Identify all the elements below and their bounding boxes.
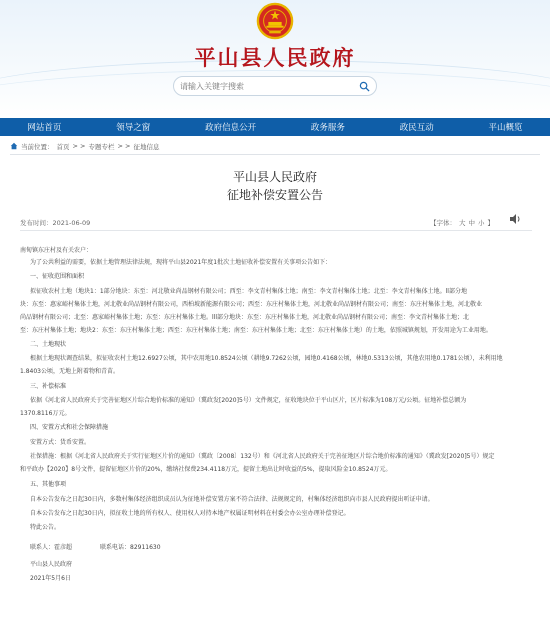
nav-item-overview[interactable]: 平山概览 <box>488 123 523 133</box>
breadcrumb-home[interactable]: 首页 <box>56 142 70 151</box>
section-heading: 二、土地现状 <box>30 341 67 348</box>
divider <box>20 230 532 231</box>
contact-phone: 联系电话：82911630 <box>100 544 161 551</box>
paragraph: 和平政办【2020】8号文件，提留征地区片价的20%，缴纳社保费234.4118万元，提留土地出让时收益的5%，提取风险金10.8524万元。 <box>20 466 392 473</box>
publish-date-label: 发布时间： <box>20 219 53 227</box>
paragraph: 为了公共利益的需要，依据土地管理法律法规，现将平山县2021年度1批次土地征收补偿安置有关事项公告如下： <box>30 259 332 266</box>
section-heading: 五、其他事项 <box>30 481 67 488</box>
paragraph: 1370.8116万元。 <box>20 410 71 417</box>
section-heading: 四、安置方式和社会保障措施 <box>30 424 109 431</box>
home-icon <box>10 142 18 150</box>
search-box[interactable] <box>173 76 377 96</box>
font-size-medium[interactable]: 中 <box>468 219 475 227</box>
paragraph: 安置方式：货币安置。 <box>30 439 91 446</box>
font-size-close: 】 <box>487 219 494 227</box>
paragraph: 块：东至：惠家峪村集体土地，河北敬业尚品钢材有限公司，西柏坡新能源有限公司；西至：东庄村集体土地，河北敬业尚品钢材有限公司；南至：东庄村集体土地，河北敬业 <box>20 301 483 308</box>
paragraph: 1.8403公顷，无地上附着物和青苗。 <box>20 368 119 375</box>
speaker-icon[interactable] <box>508 212 522 226</box>
nav-item-services[interactable]: 政务服务 <box>310 123 345 133</box>
paragraph: 根据土地现状调查结果，拟征收农村土地12.6927公顷，其中农用地10.8524公顷（耕地9.7262公顷，园地0.4168公顷，林地0.5313公顷，其他农用地0.1781公顷），未利用地 <box>30 355 503 362</box>
nav-item-home[interactable]: 网站首页 <box>27 123 62 133</box>
font-size-large[interactable]: 大 <box>459 219 466 227</box>
article-issuer: 平山县人民政府 <box>232 170 317 184</box>
article-title: 征地补偿安置公告 <box>226 188 323 202</box>
search-icon[interactable] <box>359 81 370 92</box>
breadcrumb-prefix: 当前位置： <box>21 142 54 151</box>
publish-date <box>20 218 90 227</box>
breadcrumb <box>10 140 159 152</box>
breadcrumb-topics[interactable]: 专题专栏 <box>88 142 115 151</box>
paragraph: 自本公告发布之日起30日内，拟征收土地的所有权人、使用权人对持本地产权属证明材料在村委会办公室办理补偿登记。 <box>30 510 350 517</box>
font-size-control <box>430 218 494 227</box>
publish-date-value: 2021-06-09 <box>52 219 91 227</box>
nav-item-info-disclosure[interactable]: 政府信息公开 <box>205 123 257 133</box>
main-nav <box>0 118 550 136</box>
breadcrumb-land-info[interactable]: 征地信息 <box>133 142 160 151</box>
paragraph: 尚品钢材有限公司；北至：惠家峪村集体土地；东至：东庄村集体土地。lll部分地块：东至：东庄村集体土地，河北敬业尚品钢材有限公司；南至：李文青村集体土地；北 <box>20 314 470 321</box>
nav-item-leaders[interactable]: 领导之窗 <box>116 123 151 133</box>
site-header <box>0 0 550 118</box>
site-title: 平山县人民政府 <box>194 45 356 70</box>
nav-item-interaction[interactable]: 政民互动 <box>399 123 434 133</box>
paragraph: 南甸镇东庄村及有关农户： <box>20 247 93 254</box>
font-size-label: 【字体： <box>430 219 456 227</box>
signature-issuer: 平山县人民政府 <box>30 561 73 568</box>
divider <box>10 154 540 155</box>
contact-person: 联系人：霍彦超 <box>30 544 73 551</box>
section-heading: 三、补偿标准 <box>30 383 67 390</box>
paragraph: 社保措施：根据《河北省人民政府关于实行征地区片价的通知》（冀政〔2008〕132号）和《河北省人民政府关于完善征地区片综合地价标准的通知》（冀政发[2020]5号）规定 <box>30 453 495 460</box>
paragraph: 自本公告发布之日起30日内，多数村集体经济组织成员认为征地补偿安置方案不符合法律、法规规定的，村集体经济组织向市县人民政府提出听证申请。 <box>30 496 434 503</box>
search-input[interactable] <box>180 79 350 93</box>
breadcrumb-separator: > > <box>117 142 131 150</box>
paragraph: 拟征收农村土地（地块1：1部分地块：东至：河北敬业尚品钢材有限公司；西至：李文青村集体土地；南至：李文青村集体土地；北至：李文青村集体土地。ll部分地 <box>30 288 467 295</box>
breadcrumb-separator: > > <box>72 142 86 150</box>
national-emblem-icon <box>256 2 294 40</box>
paragraph: 特此公告。 <box>30 524 61 531</box>
signature-date: 2021年5月6日 <box>30 575 71 582</box>
section-heading: 一、征收范围和面积 <box>30 273 85 280</box>
font-size-small[interactable]: 小 <box>478 219 485 227</box>
paragraph: 至：东庄村集体土地；地块2：东至：东庄村集体土地；西至：东庄村集体土地；南至：东庄村集体土地；北至：东庄村集体土地）的土地，依照城镇规划，开发用途为工业用地。 <box>20 327 492 334</box>
paragraph: 依据《河北省人民政府关于完善征地区片综合地价标准的通知》（冀政发[2020]5号）文件规定，征收地块位于平山区片，区片标准为108万元/公顷。征地补偿总额为 <box>30 397 467 404</box>
